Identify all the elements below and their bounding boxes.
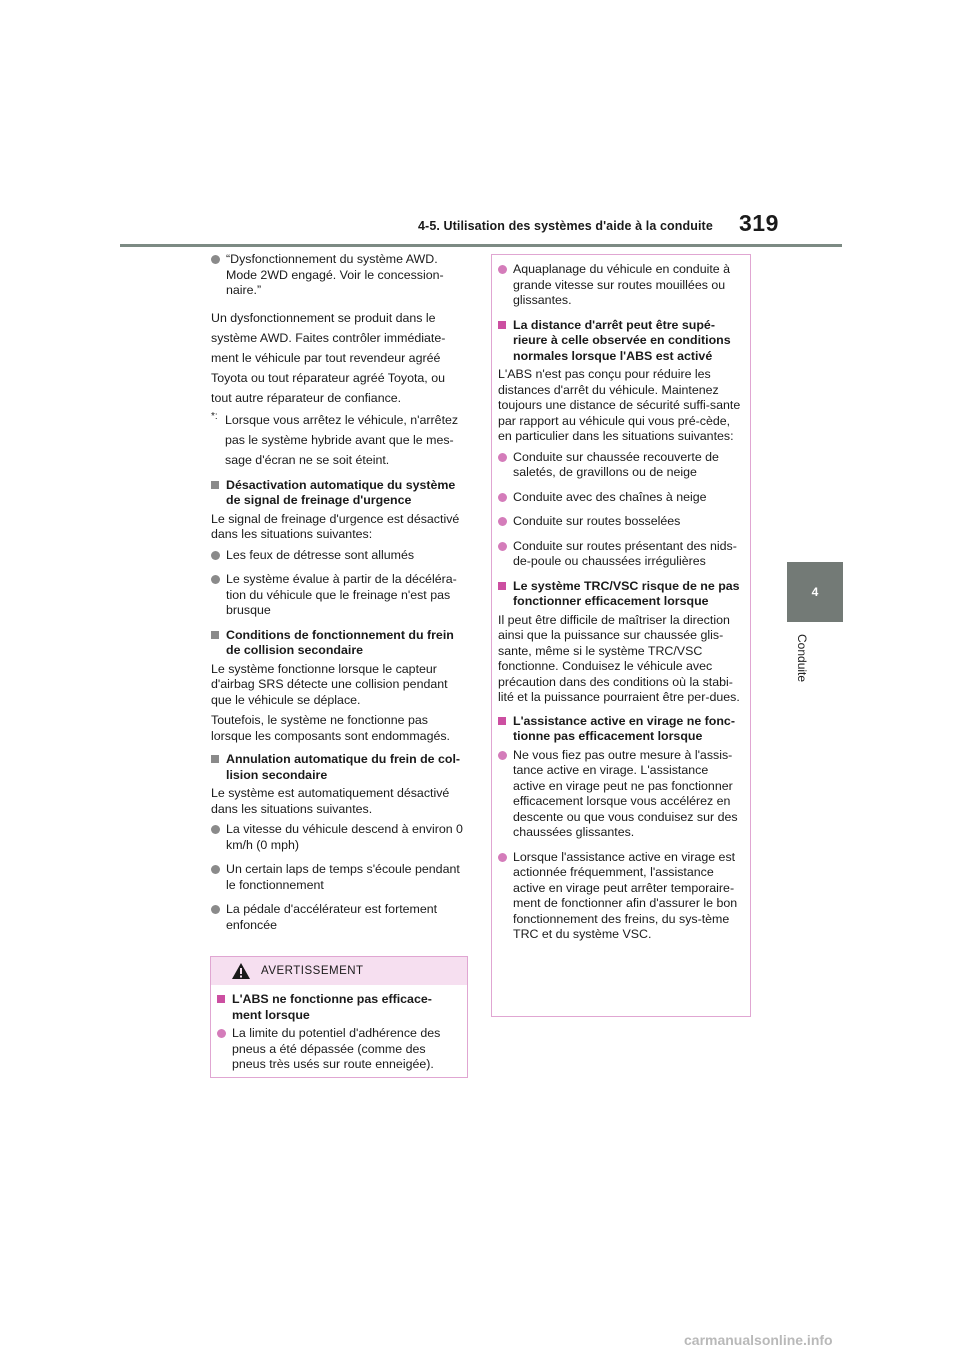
subheading: L'assistance active en virage ne fonc-tionne pas efficacement lorsque (498, 714, 744, 745)
section-title: 4-5. Utilisation des systèmes d'aide à la conduite (418, 219, 713, 233)
subheading: Conditions de fonctionnement du frein de collision secondaire (211, 628, 467, 659)
bullet-icon (498, 265, 507, 274)
subheading: Annulation automatique du frein de col-lision secondaire (211, 752, 467, 783)
bullet-icon (211, 865, 220, 874)
list-item: Les feux de détresse sont allumés (211, 548, 467, 564)
footnote-marker: *: (211, 410, 218, 422)
subheading: Désactivation automatique du système de signal de freinage d'urgence (211, 478, 467, 509)
paragraph: Il peut être difficile de maîtriser la direction ainsi que la puissance sur chaussée glis-sante, même si le système TRC/VSC fonctionne. Conduisez le véhicule avec précaution dans des conditions où la stabi-lité et la puissance pourraient être per-dues. (498, 612, 740, 704)
footnote: *: Lorsque vous arrêtez le véhicule, n'arrêtez pas le système hybride avant que le mes- sage d'écran ne se soit éteint. (211, 410, 467, 470)
list-item: Lorsque l'assistance active en virage est actionnée fréquemment, l'assistance active en virage peut arrêter temporaire-ment de fonctionner afin d'assurer le bon fonctionnement des freins, du sys-tème TRC et du système VSC. (498, 850, 744, 943)
square-bullet-icon (211, 481, 219, 489)
bullet-icon (211, 551, 220, 560)
bullet-icon (211, 255, 220, 264)
paragraph: Le système est automatiquement désactivé dans les situations suivantes. (211, 786, 450, 816)
square-bullet-icon (211, 631, 219, 639)
paragraph: Toutefois, le système ne fonctionne pas lorsque les composants sont endommagés. (211, 713, 450, 743)
paragraph: L'ABS n'est pas conçu pour réduire les distances d'arrêt du véhicule. Maintenez toujours une distance de sécurité suffi-sante par rapport au véhicule qui vous pré-cède, en particulier dans les situations suivantes: (498, 367, 741, 443)
chapter-tab[interactable]: 4 (787, 562, 843, 622)
warning-triangle-icon (231, 962, 251, 980)
paragraph: Le signal de freinage d'urgence est désactivé dans les situations suivantes: (211, 511, 460, 541)
subheading: Le système TRC/VSC risque de ne pas fonctionner efficacement lorsque (498, 579, 744, 610)
list-item: Aquaplanage du véhicule en conduite à grande vitesse sur routes mouillées ou glissantes. (498, 262, 744, 309)
paragraph: ment le véhicule par tout revendeur agréé (211, 350, 441, 365)
warning-title: AVERTISSEMENT (261, 965, 364, 977)
bullet-icon (498, 751, 507, 760)
list-item: La vitesse du véhicule descend à environ 0 km/h (0 mph) (211, 822, 467, 853)
list-item: La pédale d'accélérateur est fortement enfoncée (211, 902, 467, 933)
bullet-icon (498, 453, 507, 462)
list-item: “Dysfonctionnement du système AWD. Mode 2WD engagé. Voir le concession-naire.” (211, 252, 467, 299)
paragraph: système AWD. Faites contrôler immédiate- (211, 330, 446, 345)
warning-box (210, 956, 468, 1078)
chapter-label: Conduite (795, 634, 809, 683)
bullet-icon (498, 517, 507, 526)
warning-continued-box (491, 254, 751, 1017)
list-item: Ne vous fiez pas outre mesure à l'assis-tance active en virage. L'assistance active en virage peut ne pas fonctionner efficacement lorsque vous accélérez en descente ou que vous conduisez sur des chaussées glissantes. (498, 748, 744, 841)
bullet-icon (498, 542, 507, 551)
page-number: 319 (739, 210, 779, 236)
subheading: L'ABS ne fonctionne pas efficace-ment lorsque (217, 992, 461, 1023)
bullet-icon (211, 825, 220, 834)
square-bullet-icon (217, 995, 225, 1003)
paragraph: Le système fonctionne lorsque le capteur d'airbag SRS détecte une collision pendant que le véhicule se déplace. (211, 661, 448, 707)
paragraph: Un dysfonctionnement se produit dans le (211, 310, 436, 325)
square-bullet-icon (498, 321, 506, 329)
list-item: Conduite avec des chaînes à neige (498, 490, 744, 506)
list-item: Le système évalue à partir de la décéléra-tion du véhicule que le freinage n'est pas brusque (211, 572, 467, 619)
bullet-icon (211, 905, 220, 914)
bullet-icon (211, 575, 220, 584)
subheading: La distance d'arrêt peut être supé-rieure à celle observée en conditions normales lorsque l'ABS est activé (498, 318, 744, 365)
list-item: La limite du potentiel d'adhérence des pneus a été dépassée (comme des pneus très usés sur route enneigée). (217, 1026, 461, 1073)
square-bullet-icon (498, 717, 506, 725)
bullet-icon (498, 493, 507, 502)
paragraph: Toyota ou tout réparateur agréé Toyota, ou (211, 370, 445, 385)
list-item: Conduite sur chaussée recouverte de saletés, de gravillons ou de neige (498, 450, 744, 481)
list-item: Conduite sur routes bosselées (498, 514, 744, 530)
paragraph: tout autre réparateur de confiance. (211, 390, 402, 405)
list-item: Conduite sur routes présentant des nids-de-poule ou chaussées irrégulières (498, 539, 744, 570)
bullet-icon (498, 853, 507, 862)
bullet-icon (217, 1029, 226, 1038)
watermark: carmanualsonline.info (684, 1332, 833, 1348)
list-item: Un certain laps de temps s'écoule pendant le fonctionnement (211, 862, 467, 893)
left-column (211, 252, 467, 942)
header-rule (120, 244, 842, 247)
square-bullet-icon (498, 582, 506, 590)
square-bullet-icon (211, 755, 219, 763)
warning-header (211, 957, 467, 985)
